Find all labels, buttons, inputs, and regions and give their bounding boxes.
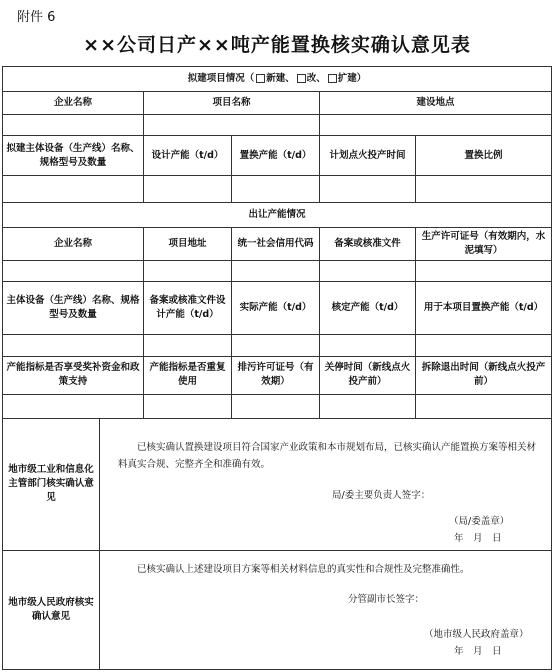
project-section-label: 拟建项目情况（ bbox=[187, 73, 255, 85]
industry-date-label: 年 月 日 bbox=[454, 532, 502, 544]
project-replace-ratio-value[interactable] bbox=[416, 176, 552, 202]
project-name-header: 项目名称 bbox=[144, 92, 320, 114]
government-opinion-label: 地市级人民政府核实确认意见 bbox=[3, 550, 100, 670]
transfer-verified-capacity-header: 核定产能（t/d） bbox=[320, 282, 416, 335]
attachment-label: 附件 6 bbox=[17, 10, 56, 25]
industry-signer-label: 局/委主要负责人签字： bbox=[332, 489, 431, 501]
government-opinion-box[interactable] bbox=[100, 550, 552, 670]
transfer-demolish-header: 拆除退出时间（新线点火投产前） bbox=[416, 357, 552, 394]
checkbox-change[interactable] bbox=[297, 74, 306, 83]
transfer-record-doc-header: 备案或核准文件 bbox=[320, 227, 416, 260]
transfer-credit-code-header: 统一社会信用代码 bbox=[232, 227, 320, 260]
transfer-pollution-header: 排污许可证号（有效期） bbox=[232, 357, 320, 394]
option-change-label: 改、 bbox=[306, 73, 326, 85]
transfer-demolish-value[interactable] bbox=[416, 394, 552, 418]
project-design-capacity-value[interactable] bbox=[144, 176, 232, 202]
industry-seal-label: （局/委盖章） bbox=[449, 515, 510, 527]
industry-opinion-box[interactable] bbox=[100, 418, 552, 550]
transfer-section-header: 出让产能情况 bbox=[3, 202, 552, 227]
government-seal-label: （地市级人民政府盖章） bbox=[424, 628, 529, 640]
transfer-address-value[interactable] bbox=[144, 261, 232, 282]
option-expand-label: 扩建） bbox=[337, 73, 367, 85]
project-equipment-value[interactable] bbox=[3, 176, 144, 202]
project-plan-ignition-header: 计划点火投产时间 bbox=[320, 135, 416, 175]
project-plan-ignition-value[interactable] bbox=[320, 176, 416, 202]
transfer-reuse-header: 产能指标是否重复使用 bbox=[144, 357, 232, 394]
transfer-actual-capacity-value[interactable] bbox=[232, 335, 320, 357]
transfer-used-capacity-header: 用于本项目置换产能（t/d） bbox=[416, 282, 552, 335]
transfer-subsidy-value[interactable] bbox=[3, 394, 144, 418]
confirmation-form-table bbox=[2, 66, 552, 670]
transfer-used-capacity-value[interactable] bbox=[416, 335, 552, 357]
transfer-license-value[interactable] bbox=[416, 261, 552, 282]
page-title: ××公司日产××吨产能置换核实确认意见表 bbox=[83, 34, 471, 56]
transfer-pollution-value[interactable] bbox=[232, 394, 320, 418]
transfer-company-header: 企业名称 bbox=[3, 227, 144, 260]
transfer-address-header: 项目地址 bbox=[144, 227, 232, 260]
transfer-license-header: 生产许可证号（有效期内，水泥填写） bbox=[416, 227, 552, 260]
transfer-verified-capacity-value[interactable] bbox=[320, 335, 416, 357]
checkbox-new[interactable] bbox=[256, 74, 265, 83]
transfer-equipment-value[interactable] bbox=[3, 335, 144, 357]
transfer-equipment-header: 主体设备（生产线）名称、规格型号及数量 bbox=[3, 282, 144, 335]
project-company-value[interactable] bbox=[3, 114, 144, 135]
transfer-shutdown-value[interactable] bbox=[320, 394, 416, 418]
transfer-credit-code-value[interactable] bbox=[232, 261, 320, 282]
project-replace-capacity-header: 置换产能（t/d） bbox=[232, 135, 320, 175]
transfer-shutdown-header: 关停时间（新线点火投产前） bbox=[320, 357, 416, 394]
project-location-header: 建设地点 bbox=[320, 92, 552, 114]
project-location-value[interactable] bbox=[320, 114, 552, 135]
project-section-header bbox=[3, 67, 552, 92]
option-new-label: 新建、 bbox=[266, 73, 295, 85]
transfer-design-capacity-value[interactable] bbox=[144, 335, 232, 357]
project-name-value[interactable] bbox=[144, 114, 320, 135]
transfer-company-value[interactable] bbox=[3, 261, 144, 282]
project-replace-ratio-header: 置换比例 bbox=[416, 135, 552, 175]
transfer-actual-capacity-header: 实际产能（t/d） bbox=[232, 282, 320, 335]
transfer-design-capacity-header: 备案或核准文件设计产能（t/d） bbox=[144, 282, 232, 335]
transfer-record-doc-value[interactable] bbox=[320, 261, 416, 282]
project-replace-capacity-value[interactable] bbox=[232, 176, 320, 202]
project-company-header: 企业名称 bbox=[3, 92, 144, 114]
project-design-capacity-header: 设计产能（t/d） bbox=[144, 135, 232, 175]
project-equipment-header: 拟建主体设备（生产线）名称、规格型号及数量 bbox=[3, 135, 144, 175]
transfer-subsidy-header: 产能指标是否享受奖补资金和政策支持 bbox=[3, 357, 144, 394]
government-date-label: 年 月 日 bbox=[454, 645, 502, 657]
government-opinion-text: 已核实确认上述建设项目方案等相关材料信息的真实性和合规性及完整准确性。 bbox=[137, 563, 470, 575]
industry-opinion-text: 已核实确认置换建设项目符合国家产业政策和本市规划布局，已核实确认产能置换方案等相关材料真实合规、完整齐全和准确有效。 bbox=[118, 441, 537, 470]
government-signer-label: 分管副市长签字： bbox=[348, 593, 425, 605]
industry-opinion-label: 地市级工业和信息化主管部门核实确认意见 bbox=[3, 418, 100, 550]
checkbox-expand[interactable] bbox=[328, 74, 337, 83]
transfer-reuse-value[interactable] bbox=[144, 394, 232, 418]
